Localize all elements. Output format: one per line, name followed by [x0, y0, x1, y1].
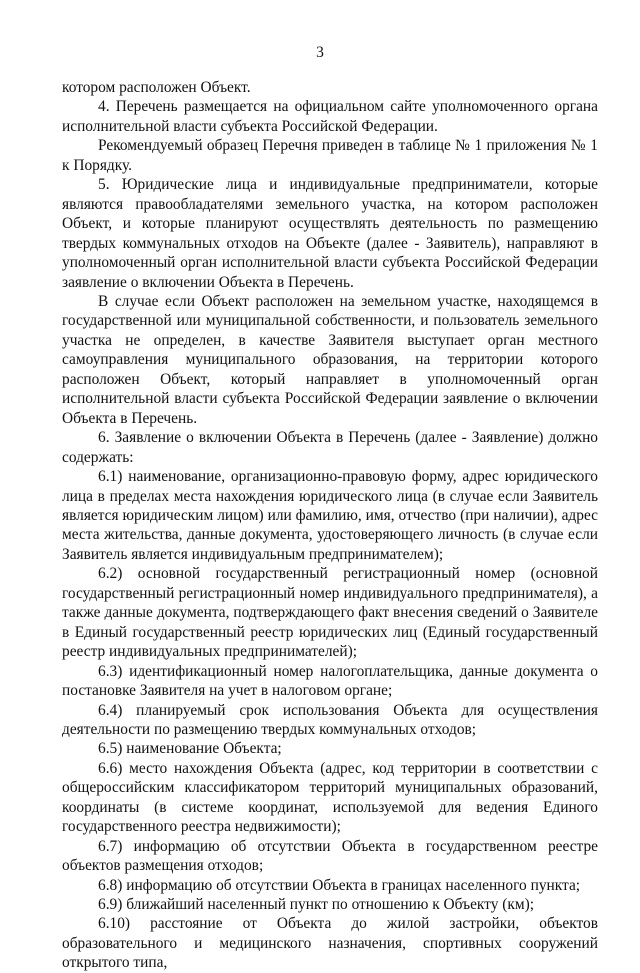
paragraph-item-6-9: 6.9) ближайший населенный пункт по отношению к Объекту (км);: [98, 896, 534, 914]
paragraph-recommended-sample: Рекомендуемый образец Перечня приведен в таблице № 1 приложения № 1 к Порядку.: [62, 137, 598, 174]
paragraph-item-6-1: 6.1) наименование, организационно-правовую форму, адрес юридического лица в пределах места нахождения юридического лица (в случае если Заявитель является юридическим лицом) или фамилию, имя, отчество (при наличии), адрес места жительства, данные документа, удостоверяющего личность (в случае если Заявитель является индивидуальным предпринимателем);: [62, 468, 598, 563]
paragraph-item-6-2: 6.2) основной государственный регистрационный номер (основной государственный регистрационный номер индивидуального предпринимателя), а также данные документа, подтверждающего факт внесения сведений о Заявителе в Единый государственный реестр юридических лиц (Единый государственный реестр индивидуальных предпринимателей);: [62, 565, 598, 661]
page-number: 3: [316, 44, 324, 61]
document-body: [62, 78, 598, 973]
paragraph-item-6-3: 6.3) идентификационный номер налогоплательщика, данные документа о постановке Заявителя на учет в налоговом органе;: [62, 662, 598, 700]
paragraph-item-6-4: 6.4) планируемый срок использования Объекта для осуществления деятельности по размещению твердых коммунальных отходов;: [62, 701, 598, 738]
paragraph-item-4: 4. Перечень размещается на официальном сайте уполномоченного органа исполнительной власти субъекта Российской Федерации.: [62, 98, 598, 135]
paragraph-item-6: 6. Заявление о включении Объекта в Перечень (далее - Заявление) должно содержать:: [62, 429, 598, 466]
paragraph-item-6-8: 6.8) информацию об отсутствии Объекта в границах населенного пункта;: [98, 876, 581, 894]
paragraph-item-6-7: 6.7) информацию об отсутствии Объекта в государственном реестре объектов размещения отходов;: [62, 837, 598, 875]
paragraph-municipal-case: В случае если Объект расположен на земельном участке, находящемся в государственной или муниципальной собственности, и пользователь земельного участка не определен, в качестве Заявителя выступает орган местного самоуправления муниципального образования, на территории которого расположен Объект, который направляет в уполномоченный орган исполнительной власти субъекта Российской Федерации заявление о включении Объекта в Перечень.: [62, 292, 598, 427]
paragraph-item-6-5: 6.5) наименование Объекта;: [98, 740, 282, 758]
paragraph-item-6-10: 6.10) расстояние от Объекта до жилой застройки, объектов образовательного и медицинского назначения, спортивных сооружений открытого типа,: [62, 915, 598, 972]
paragraph-item-5: 5. Юридические лица и индивидуальные предприниматели, которые являются правообладателями земельного участка, на котором расположен Объект, и которые планируют осуществлять деятельность по размещению твердых коммунальных отходов на Объекте (далее - Заявитель), направляют в уполномоченный орган исполнительной власти субъекта Российской Федерации заявление о включении Объекта в Перечень.: [62, 176, 598, 291]
paragraph-item-6-6: 6.6) место нахождения Объекта (адрес, код территории в соответствии с общероссийским классификатором территорий муниципальных образований, координаты (в системе координат, используемой для ведения Единого государственного реестра недвижимости);: [62, 759, 598, 836]
paragraph-continuation: котором расположен Объект.: [62, 79, 251, 96]
